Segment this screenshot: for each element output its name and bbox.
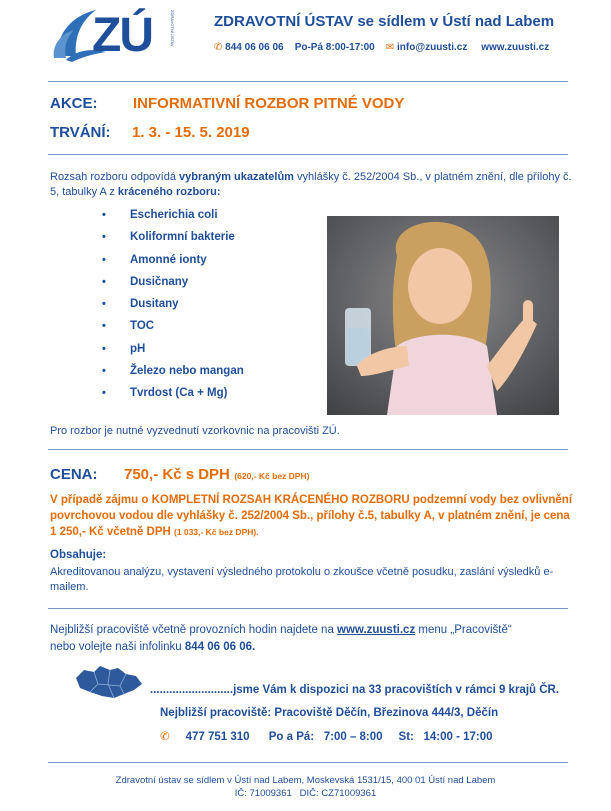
- infoline-phone: 844 06 06 06.: [184, 641, 256, 653]
- divider: [48, 81, 568, 82]
- workplace-phone: 477 751 310: [185, 731, 250, 743]
- nearest-text: nebo volejte naši infolinku: [50, 641, 185, 653]
- complete-analysis-text: [50, 492, 575, 540]
- divider: [48, 154, 568, 155]
- intro-paragraph: [50, 170, 575, 200]
- nearest-text: Nejbližší pracoviště včetně provozních hodin najdete na: [50, 624, 338, 636]
- list-item: • Železo nebo mangan: [102, 364, 244, 386]
- girl-with-glass-photo: [327, 216, 559, 415]
- contains-heading: Obsahuje:: [50, 549, 107, 561]
- price-label: CENA:: [50, 466, 98, 483]
- list-item: • Escherichia coli: [102, 208, 244, 230]
- availability-line: ..........................jsme Vám k dispozici na 33 pracovištích v rámci 9 krajů ČR.: [150, 684, 560, 696]
- divider: [48, 762, 568, 763]
- morning-hours: 7:00 – 8:00: [323, 731, 383, 743]
- list-item: • Dusitany: [102, 297, 244, 319]
- sampling-note: Pro rozbor je nutné vyzvednutí vzorkovnic na pracovišti ZÚ.: [50, 425, 340, 437]
- price-value: 750,- Kč s DPH: [124, 466, 230, 483]
- intro-text: Rozsah rozboru odpovídá: [50, 171, 180, 183]
- photo-image: [327, 216, 559, 415]
- list-item: • Koliformní bakterie: [102, 230, 244, 252]
- list-item: • Amonné ionty: [102, 253, 244, 275]
- complete-note: (1 033,- Kč bez DPH).: [174, 527, 259, 537]
- contact-bar: [214, 42, 549, 53]
- trvani-label: TRVÁNÍ:: [50, 124, 111, 141]
- email-link[interactable]: info@zuusti.cz: [397, 42, 468, 53]
- website-link[interactable]: www.zuusti.cz: [337, 624, 416, 636]
- workplace-hours: [160, 729, 493, 743]
- akce-value: INFORMATIVNÍ ROZBOR PITNÉ VODY: [133, 95, 405, 112]
- complete-text: V případě zájmu o KOMPLETNÍ ROZSAH KRÁCENÉHO ROZBORU podzemní vody bez ovlivnění povrchovou vodou dle vyhlášky č. 252/2004 Sb., přílohy č.5, tabulky A, v platném znění, je cena 1 250,- Kč včetně DPH: [50, 494, 573, 538]
- header-hours: Po-Pá 8:00-17:00: [294, 42, 375, 53]
- list-item: • pH: [102, 342, 244, 364]
- header-phone: 844 06 06 06: [225, 42, 284, 53]
- logo-vertical-text: ZDRAVOTNÍ ÚSTAV: [170, 10, 175, 47]
- zu-logo: [52, 6, 174, 62]
- footer: [0, 774, 611, 800]
- intro-text: vyhlášky č. 252/2004 Sb., v platném znění, dle přílohy č. 5, tabulky A z: [50, 171, 572, 198]
- nearest-text: menu „Pracoviště“: [415, 624, 512, 636]
- nearest-info: [50, 622, 580, 656]
- intro-bold: vybraným ukazatelům: [179, 171, 294, 183]
- phone-icon: ✆: [160, 731, 170, 743]
- list-item: • Tvrdost (Ca + Mg): [102, 386, 244, 408]
- list-item: • TOC: [102, 319, 244, 341]
- intro-bold: kráceného rozboru:: [117, 186, 221, 198]
- divider: [48, 608, 568, 609]
- price-block: [124, 466, 309, 484]
- website-link[interactable]: www.zuusti.cz: [481, 42, 550, 53]
- organization-name: ZDRAVOTNÍ ÚSTAV se sídlem v Ústí nad Labem: [214, 13, 555, 30]
- wednesday-hours: 14:00 - 17:00: [423, 731, 493, 743]
- footer-address: Zdravotní ústav se sídlem v Ústí nad Labem, Moskevská 1531/15, 400 01 Ústí nad Labem: [115, 775, 496, 786]
- nearest-workplace: Nejbližší pracoviště: Pracoviště Děčín, Březinova 444/3, Děčín: [160, 707, 499, 719]
- wednesday-label: St:: [398, 731, 414, 743]
- days-label: Po a Pá:: [268, 731, 315, 743]
- envelope-icon: ✉: [385, 42, 395, 53]
- akce-label: AKCE:: [50, 95, 98, 112]
- czech-map-icon: [74, 664, 144, 700]
- logo-text: ZÚ: [92, 9, 152, 62]
- footer-ids: IČ: 71009361 DIČ: CZ71009361: [234, 788, 377, 799]
- trvani-value: 1. 3. - 15. 5. 2019: [132, 124, 250, 141]
- analyte-list: [102, 208, 244, 409]
- contains-text: Akreditovanou analýzu, vystavení výsledného protokolu o zkoušce včetně posudku, zaslání výsledků e-mailem.: [50, 566, 554, 593]
- list-item: • Dusičnany: [102, 275, 244, 297]
- price-note: (620,- Kč bez DPH): [234, 471, 310, 481]
- divider: [48, 449, 568, 450]
- phone-icon: ✆: [214, 42, 223, 53]
